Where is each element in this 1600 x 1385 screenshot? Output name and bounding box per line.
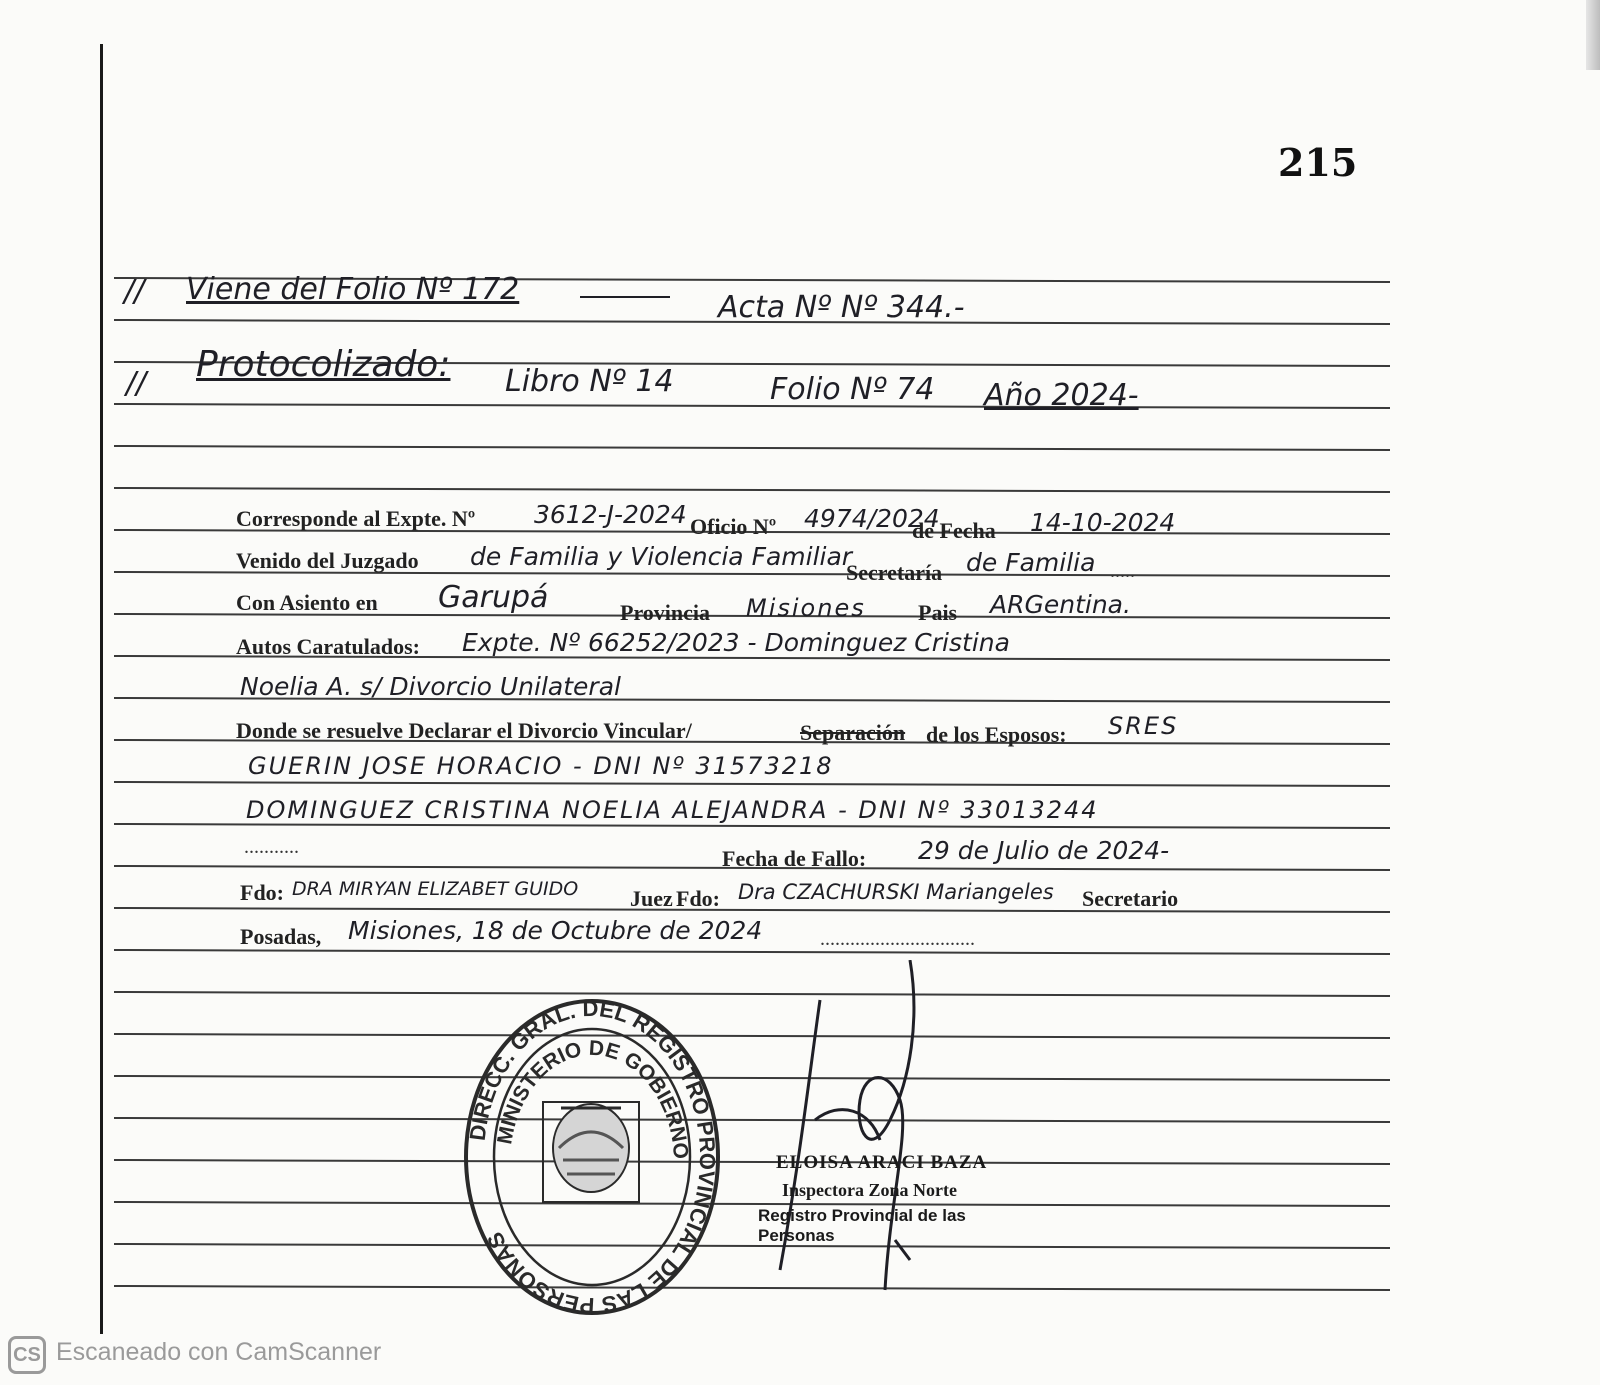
fallo-value: 29 de Julio de 2024- bbox=[918, 836, 1170, 865]
ruled-line bbox=[114, 1034, 1390, 1038]
provincia-value: Misiones bbox=[746, 594, 866, 622]
ruled-line bbox=[114, 1286, 1390, 1290]
fdo-label-2: Fdo: bbox=[676, 886, 720, 911]
juez-name: DRA MIRYAN ELIZABET GUIDO bbox=[292, 878, 579, 900]
pais-value: ARGentina. bbox=[990, 590, 1131, 619]
autos-value-line2: Noelia A. s/ Divorcio Unilateral bbox=[240, 672, 621, 701]
ruled-line bbox=[114, 1202, 1390, 1206]
esposo-2: DOMINGUEZ CRISTINA NOELIA ALEJANDRA - DNI Nº 33013244 bbox=[246, 796, 1099, 824]
asiento-value: Garupá bbox=[438, 580, 549, 615]
inspector-organization: Registro Provincial de las Personas bbox=[758, 1206, 966, 1245]
dotted-fill: ..... bbox=[1110, 560, 1135, 582]
pais-label: Pais bbox=[918, 600, 958, 625]
donde-label: Donde se resuelve Declarar el Divorcio Vincular/ bbox=[236, 718, 692, 743]
esposo-1: GUERIN JOSE HORACIO - DNI Nº 31573218 bbox=[248, 752, 834, 780]
ruled-line bbox=[114, 488, 1390, 492]
asiento-label: Con Asiento en bbox=[236, 590, 378, 615]
juzgado-value: de Familia y Violencia Familiar bbox=[470, 542, 853, 571]
lugar-label: Posadas, bbox=[240, 924, 322, 949]
ruled-line bbox=[114, 992, 1390, 996]
scanner-footer bbox=[0, 1334, 1600, 1385]
dotted-fill-3: ............................... bbox=[820, 928, 975, 950]
folio-dash bbox=[580, 296, 670, 298]
continuation-marks: // bbox=[124, 274, 145, 309]
libro-number: Libro Nº 14 bbox=[505, 364, 674, 399]
separacion-label: Separación bbox=[800, 720, 906, 745]
juez-label: Juez bbox=[630, 886, 673, 911]
camscanner-logo-icon: CS bbox=[8, 1336, 46, 1374]
provincia-label: Provincia bbox=[620, 600, 711, 625]
inspector-role: Inspectora Zona Norte bbox=[782, 1180, 957, 1200]
ruled-line bbox=[114, 446, 1390, 450]
secretario-name: Dra CZACHURSKI Mariangeles bbox=[738, 880, 1054, 904]
folio-number: Folio Nº 74 bbox=[770, 372, 935, 407]
expediente-value: 3612-J-2024 bbox=[534, 500, 687, 529]
handwritten-signature bbox=[760, 960, 960, 1300]
ruled-line bbox=[114, 824, 1390, 828]
ruled-line bbox=[114, 950, 1390, 954]
secretaria-value: de Familia bbox=[966, 548, 1096, 577]
viene-del-folio: Viene del Folio Nº 172 bbox=[186, 272, 520, 307]
venido-label: Venido del Juzgado bbox=[236, 548, 419, 573]
fecha-label: de Fecha bbox=[912, 518, 996, 543]
ruled-line bbox=[114, 1118, 1390, 1122]
secretario-label: Secretario bbox=[1082, 886, 1179, 911]
ruled-line bbox=[114, 1160, 1390, 1164]
protocolizado-label: Protocolizado: bbox=[196, 344, 451, 385]
esposos-prefix: SRES bbox=[1108, 712, 1179, 740]
lugar-fecha-value: Misiones, 18 de Octubre de 2024 bbox=[348, 916, 763, 945]
esposos-label: de los Esposos: bbox=[926, 722, 1067, 747]
left-margin-line bbox=[100, 44, 103, 1334]
stamp-inner-text: MINISTERIO DE GOBIERNO bbox=[493, 1036, 693, 1160]
dotted-fill-2: ........... bbox=[244, 836, 299, 858]
ruled-line bbox=[114, 1076, 1390, 1080]
corresponde-label: Corresponde al Expte. Nº bbox=[236, 506, 476, 531]
coat-of-arms-emblem bbox=[543, 1102, 639, 1202]
oficio-value: 4974/2024 bbox=[804, 504, 940, 533]
fdo-label-1: Fdo: bbox=[240, 880, 284, 905]
acta-number: Acta Nº Nº 344.- bbox=[718, 290, 965, 325]
fecha-value: 14-10-2024 bbox=[1030, 508, 1176, 537]
ruled-line bbox=[114, 782, 1390, 786]
fallo-label: Fecha de Fallo: bbox=[722, 846, 867, 871]
autos-value-line1: Expte. Nº 66252/2023 - Dominguez Cristina bbox=[462, 628, 1010, 657]
scanner-watermark-text: Escaneado con CamScanner bbox=[56, 1338, 382, 1366]
page-number: 215 bbox=[1278, 140, 1358, 185]
ruled-line bbox=[114, 908, 1390, 912]
ruled-line bbox=[114, 1244, 1390, 1248]
inspector-name: ELOISA ARACI BAZA bbox=[776, 1152, 988, 1173]
official-seal-stamp bbox=[463, 998, 721, 1316]
oficio-label: Oficio Nº bbox=[690, 514, 777, 539]
continuation-marks-2: // bbox=[126, 366, 147, 401]
stamp-outer-text: DIRECC. GRAL. DEL REGISTRO PROVINCIAL DE LAS PERSONAS bbox=[464, 998, 721, 1316]
ruled-line bbox=[114, 404, 1390, 408]
autos-label: Autos Caratulados: bbox=[236, 634, 420, 659]
secretaria-label: Secretaría bbox=[846, 560, 943, 585]
anio-value: Año 2024- bbox=[984, 378, 1139, 413]
